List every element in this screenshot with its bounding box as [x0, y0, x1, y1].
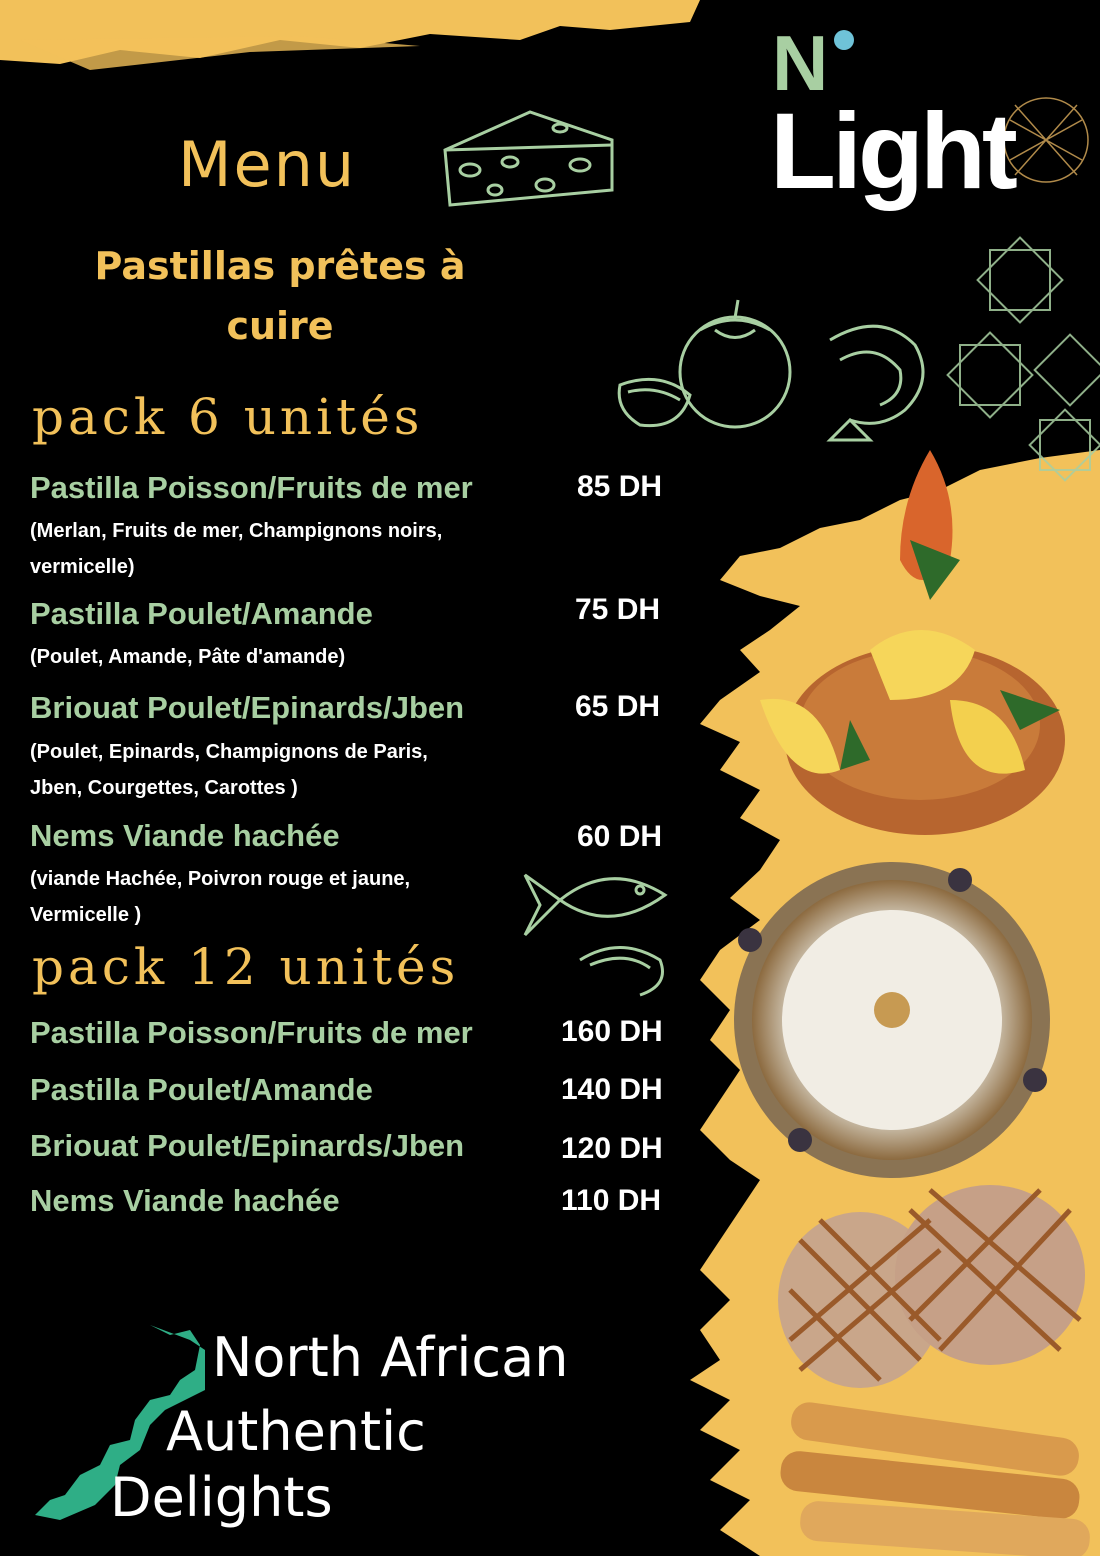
- cheese-icon: [445, 112, 612, 205]
- pack12-item-4-name: Nems Viande hachée: [30, 1183, 340, 1218]
- top-brush-wisps: [20, 36, 420, 70]
- tagline-line-3: Delights: [110, 1466, 333, 1529]
- snowflake-icon: [834, 30, 854, 50]
- pack6-heading: pack 6 unités: [32, 388, 424, 446]
- tagline-line-1: North African: [212, 1326, 569, 1389]
- page-subtitle: [30, 236, 530, 356]
- pack12-item-1-name: Pastilla Poisson/Fruits de mer: [30, 1015, 473, 1050]
- pack6-item-3-name: Briouat Poulet/Epinards/Jben: [30, 690, 465, 725]
- pastilla-chicken-photo: [734, 862, 1050, 1178]
- pack6-item-4-desc-line-1: (viande Hachée, Poivron rouge et jaune,: [30, 868, 411, 890]
- subtitle-line-2: cuire: [226, 304, 334, 348]
- tagline-line-2: Authentic: [166, 1400, 426, 1463]
- pack6-item-1-desc-line-1: (Merlan, Fruits de mer, Champignons noirs,: [30, 520, 443, 542]
- small-shrimp-icon: [580, 948, 663, 996]
- subtitle-line-1: Pastillas prêtes à: [94, 244, 466, 288]
- pack6-item-1-desc: [30, 513, 550, 585]
- pack12-item-2-price: 140 DH: [561, 1073, 663, 1106]
- page-title: Menu: [178, 128, 357, 201]
- pack6-item-4-price: 60 DH: [577, 820, 663, 853]
- pack6-item-4-desc: [30, 861, 550, 933]
- pack6-item-4-name: Nems Viande hachée: [30, 818, 340, 853]
- pack12-item-2-name: Pastilla Poulet/Amande: [30, 1072, 373, 1107]
- pack6-item-1-desc-line-2: vermicelle): [30, 556, 135, 578]
- pack6-item-1-name: Pastilla Poisson/Fruits de mer: [30, 470, 473, 505]
- pack12-item-1-price: 160 DH: [561, 1015, 663, 1048]
- shrimp-icon: [830, 326, 923, 440]
- pack6-item-2-desc-line-1: (Poulet, Amande, Pâte d'amande): [30, 646, 346, 668]
- pack12-item-4-price: 110 DH: [561, 1184, 662, 1217]
- logo-wordmark: Light: [770, 90, 1014, 211]
- pack6-item-4-desc-line-2: Vermicelle ): [30, 904, 142, 926]
- logo-n: N: [772, 19, 829, 107]
- pack12-item-3-name: Briouat Poulet/Epinards/Jben: [30, 1128, 465, 1163]
- pack12-item-3-price: 120 DH: [561, 1132, 663, 1165]
- pack12-heading: pack 12 unités: [32, 938, 460, 996]
- ornament-icon: [948, 238, 1100, 481]
- logo-emblem-icon: [1004, 98, 1088, 182]
- pack6-item-3-desc-line-2: Jben, Courgettes, Carottes ): [30, 777, 298, 799]
- pack6-item-3-desc: [30, 734, 550, 806]
- pack6-item-3-price: 65 DH: [575, 690, 661, 723]
- tomato-icon: [619, 300, 790, 427]
- pack6-item-1-price: 85 DH: [577, 470, 663, 503]
- pack6-item-2-name: Pastilla Poulet/Amande: [30, 596, 373, 631]
- pack6-item-2-desc: [30, 639, 550, 675]
- pack6-item-2-price: 75 DH: [575, 593, 661, 626]
- pack6-item-3-desc-line-1: (Poulet, Epinards, Champignons de Paris,: [30, 741, 428, 763]
